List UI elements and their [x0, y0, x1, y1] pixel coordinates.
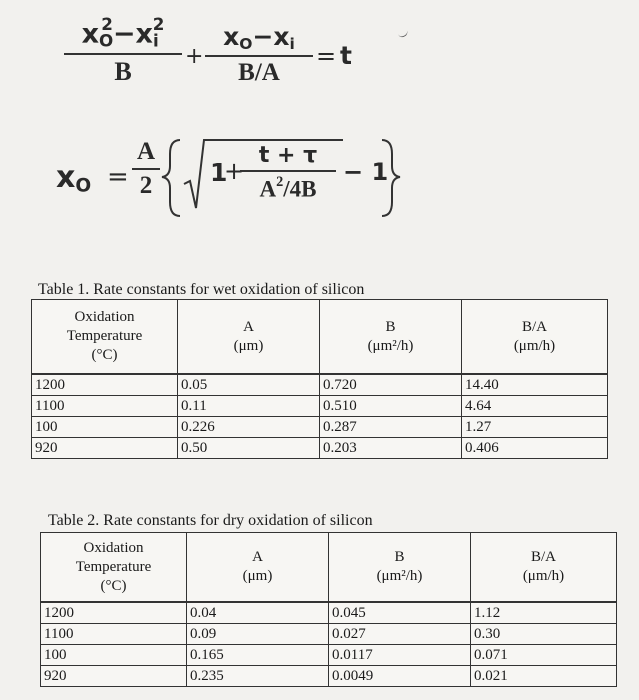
cell-b: 0.027 — [329, 624, 471, 645]
table2-caption: Table 2. Rate constants for dry oxidation of silicon — [48, 512, 373, 529]
plus-sign: + — [185, 44, 204, 69]
denominator-b-over-a: B/A — [238, 58, 280, 86]
cell-a: 0.50 — [178, 438, 320, 459]
radicand-one: 1 — [210, 158, 228, 187]
cell-a: 0.09 — [187, 624, 329, 645]
table-header-row — [32, 300, 608, 375]
table-row — [32, 396, 608, 417]
header-b-over-a: B/A (μm/h) — [471, 533, 617, 603]
coefficient-a-over-2: A 2 — [132, 138, 160, 200]
cell-b-over-a: 0.406 — [462, 438, 608, 459]
cell-b: 0.510 — [320, 396, 462, 417]
cell-b: 0.720 — [320, 374, 462, 396]
cell-temperature: 1100 — [41, 624, 187, 645]
cell-temperature: 100 — [32, 417, 178, 438]
time-variable: t — [340, 41, 352, 70]
table-row — [41, 666, 617, 687]
fraction-bar — [64, 53, 182, 55]
fraction-bar — [132, 168, 160, 170]
cell-a: 0.04 — [187, 602, 329, 624]
denominator-a2-4b: $A^2/4B$ — [259, 174, 317, 202]
cell-a: 0.226 — [178, 417, 320, 438]
table-row — [41, 624, 617, 645]
table-row — [32, 374, 608, 396]
cell-b-over-a: 0.021 — [471, 666, 617, 687]
table-wet-oxidation — [31, 299, 608, 459]
cell-b: 0.0117 — [329, 645, 471, 666]
table-row — [32, 417, 608, 438]
equals-sign: = — [316, 42, 337, 70]
table-row — [41, 602, 617, 624]
cell-temperature: 1100 — [32, 396, 178, 417]
numerator-t-tau: t + τ — [258, 143, 318, 168]
equals-sign: = — [107, 162, 129, 192]
cell-b-over-a: 4.64 — [462, 396, 608, 417]
cell-b: 0.287 — [320, 417, 462, 438]
cell-b-over-a: 0.071 — [471, 645, 617, 666]
cell-temperature: 920 — [41, 666, 187, 687]
header-temperature: Oxidation Temperature (°C) — [32, 300, 178, 375]
lhs-thickness: $x_O$ — [56, 160, 92, 197]
cell-b-over-a: 0.30 — [471, 624, 617, 645]
numerator-squared: $x_O^2-x_i^2$ — [81, 14, 165, 51]
minus-one: − 1 — [343, 158, 389, 186]
cell-temperature: 1200 — [41, 602, 187, 624]
left-brace — [162, 140, 180, 216]
fraction-bar — [205, 55, 313, 57]
header-b: B (μm²/h) — [320, 300, 462, 375]
header-a: A (μm) — [187, 533, 329, 603]
cell-b: 0.203 — [320, 438, 462, 459]
cell-temperature: 1200 — [32, 374, 178, 396]
pen-mark — [397, 28, 409, 39]
table-row — [32, 438, 608, 459]
cell-a: 0.05 — [178, 374, 320, 396]
cell-b-over-a: 1.12 — [471, 602, 617, 624]
numerator-linear: $x_O-x_i$ — [223, 22, 295, 53]
cell-a: 0.11 — [178, 396, 320, 417]
cell-b: 0.0049 — [329, 666, 471, 687]
fraction-squared-terms — [64, 14, 182, 87]
fraction-t-plus-tau — [240, 143, 336, 203]
denominator-b: B — [114, 56, 132, 86]
cell-b: 0.045 — [329, 602, 471, 624]
cell-temperature: 920 — [32, 438, 178, 459]
header-a: A (μm) — [178, 300, 320, 375]
header-b: B (μm²/h) — [329, 533, 471, 603]
cell-a: 0.165 — [187, 645, 329, 666]
table-row — [41, 645, 617, 666]
cell-temperature: 100 — [41, 645, 187, 666]
cell-a: 0.235 — [187, 666, 329, 687]
radicand-plus: + — [224, 157, 245, 185]
table1-caption: Table 1. Rate constants for wet oxidation of silicon — [38, 281, 365, 298]
cell-b-over-a: 14.40 — [462, 374, 608, 396]
header-b-over-a: B/A (μm/h) — [462, 300, 608, 375]
table-header-row — [41, 533, 617, 603]
cell-b-over-a: 1.27 — [462, 417, 608, 438]
fraction-bar — [240, 170, 336, 172]
fraction-linear-terms — [205, 22, 313, 87]
header-temperature: Oxidation Temperature (°C) — [41, 533, 187, 603]
table-dry-oxidation — [40, 532, 617, 687]
